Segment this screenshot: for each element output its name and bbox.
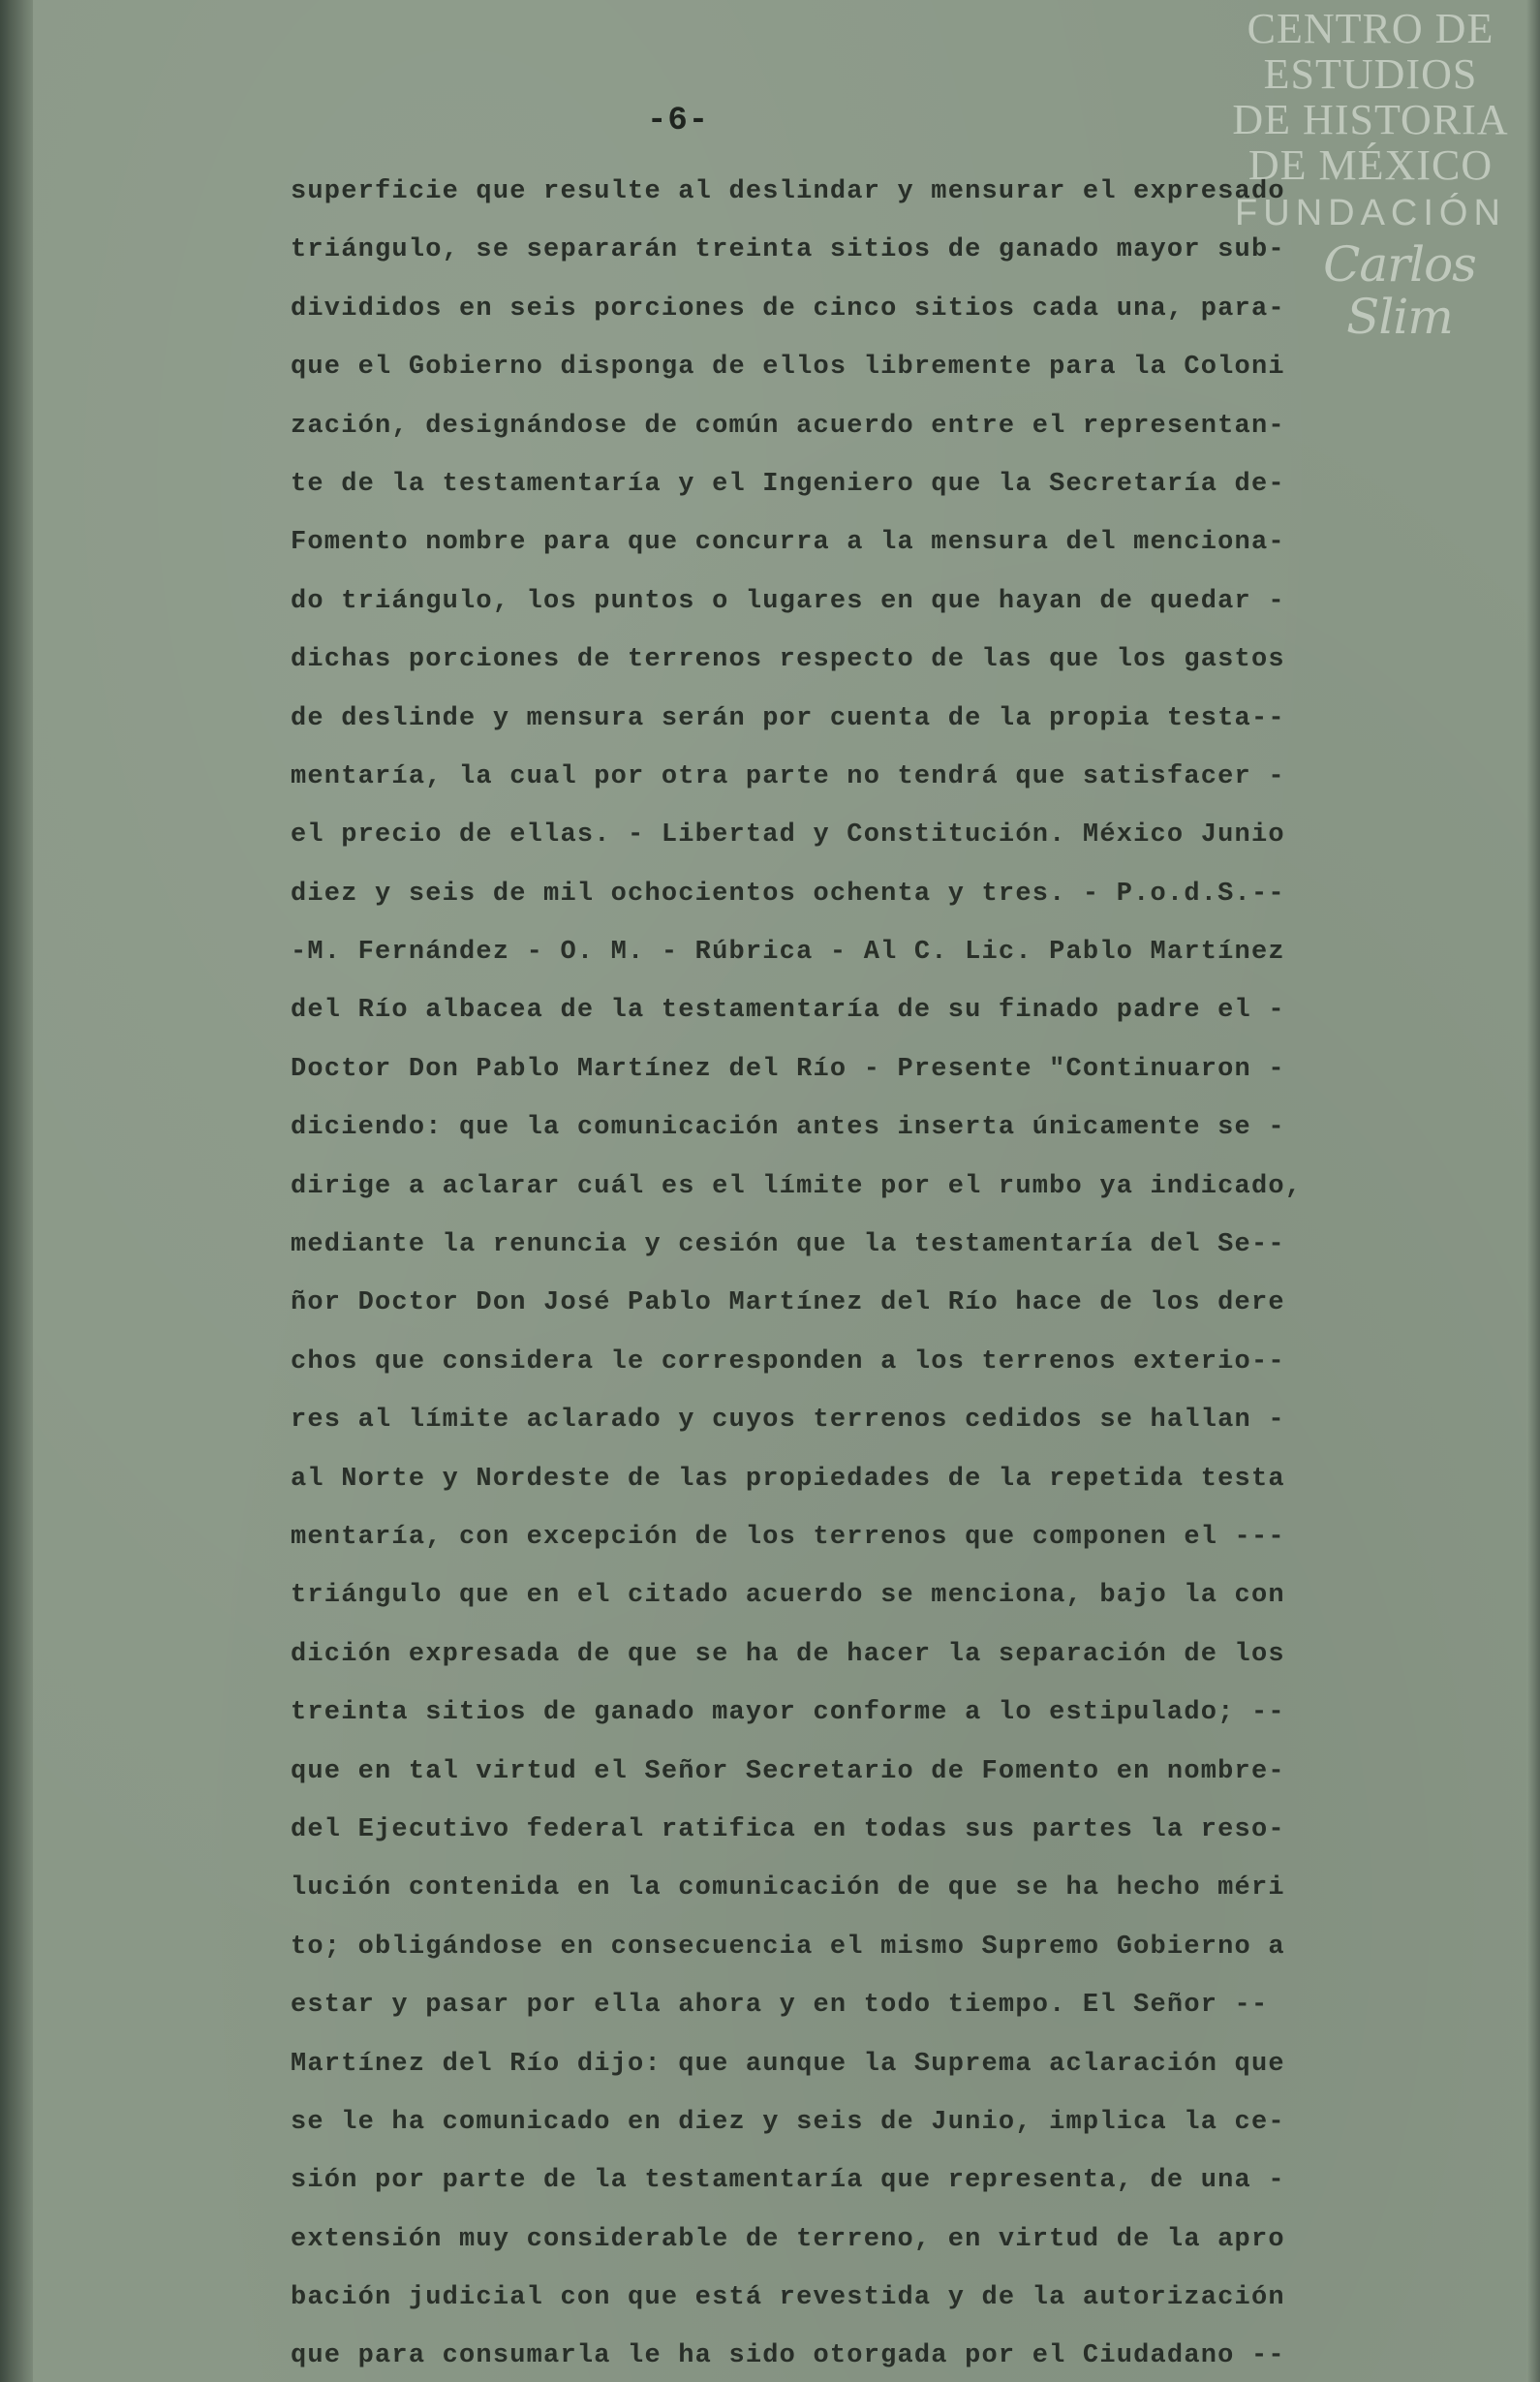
watermark-foundation: FUNDACIÓN [1235,193,1506,233]
text-line: al Norte y Nordeste de las propiedades de la repetida testa [291,1464,1285,1494]
text-line: dirige a aclarar cuál es el límite por el rumbo ya indicado, [291,1171,1303,1201]
text-line: lución contenida en la comunicación de que se ha hecho méri [291,1873,1285,1903]
text-line: sión por parte de la testamentaría que representa, de una - [291,2166,1285,2196]
text-line: diciendo: que la comunicación antes inserta únicamente se - [291,1113,1285,1143]
text-line: treinta sitios de ganado mayor conforme a lo estipulado; -- [291,1698,1285,1728]
scan-right-edge [1526,0,1540,2382]
text-line: Martínez del Río dijo: que aunque la Suprema aclaración que [291,2049,1285,2079]
text-line: que el Gobierno disponga de ellos libremente para la Coloni [291,353,1285,383]
text-line: zación, designándose de común acuerdo entre el representan- [291,411,1285,441]
text-line: mentaría, la cual por otra parte no tendrá que satisfacer - [291,761,1285,791]
watermark-signature: Carlos Slim [1323,236,1476,345]
text-line: triángulo que en el citado acuerdo se menciona, bajo la con [291,1581,1285,1611]
text-line: se le ha comunicado en diez y seis de Junio, implica la ce- [291,2107,1285,2137]
text-line: de deslinde y mensura serán por cuenta de la propia testa-- [291,703,1285,733]
text-line: del Ejecutivo federal ratifica en todas sus partes la reso- [291,1814,1285,1844]
text-line: bación judicial con que está revestida y de la autorización [291,2283,1285,2313]
watermark-line-4: DE MÉXICO [1247,141,1494,189]
text-line: ñor Doctor Don José Pablo Martínez del Río hace de los dere [291,1288,1285,1318]
text-line: estar y pasar por ella ahora y en todo tiempo. El Señor -- [291,1991,1269,2021]
text-line: chos que considera le corresponden a los terrenos exterio-- [291,1346,1285,1377]
text-line: el precio de ellas. - Libertad y Constitución. México Junio [291,820,1285,851]
text-line: -M. Fernández - O. M. - Rúbrica - Al C. Lic. Pablo Martínez [291,938,1285,968]
text-line: extensión muy considerable de terreno, en virtud de la apro [291,2224,1285,2254]
text-line: Fomento nombre para que concurra a la mensura del menciona- [291,528,1285,558]
text-line: divididos en seis porciones de cinco sitios cada una, para- [291,294,1285,324]
text-line: Doctor Don Pablo Martínez del Río - Presente "Continuaron - [291,1054,1285,1084]
typewritten-body [291,163,1375,2382]
watermark-line-3: DE HISTORIA [1232,96,1509,143]
watermark-line-2: ESTUDIOS [1263,50,1478,98]
text-line: to; obligándose en consecuencia el mismo Supremo Gobierno a [291,1932,1285,1962]
text-line: dichas porciones de terrenos respecto de las que los gastos [291,645,1285,675]
text-line: diez y seis de mil ochocientos ochenta y tres. - P.o.d.S.-- [291,879,1285,909]
text-line: mediante la renuncia y cesión que la testamentaría del Se-- [291,1230,1285,1260]
text-line: que para consumarla le ha sido otorgada por el Ciudadano -- [291,2341,1285,2371]
text-line: dición expresada de que se ha de hacer la separación de los [291,1639,1285,1669]
text-line: del Río albacea de la testamentaría de su finado padre el - [291,996,1285,1026]
text-line: do triángulo, los puntos o lugares en que hayan de quedar - [291,586,1285,616]
scan-left-edge [0,0,33,2382]
page-number: -6- [647,103,710,139]
text-line: mentaría, con excepción de los terrenos que componen el --- [291,1522,1285,1552]
text-line: que en tal virtud el Señor Secretario de Fomento en nombre- [291,1756,1285,1786]
text-line: triángulo, se separarán treinta sitios de ganado mayor sub- [291,235,1285,265]
text-line: te de la testamentaría y el Ingeniero que la Secretaría de- [291,469,1285,499]
text-line: res al límite aclarado y cuyos terrenos cedidos se hallan - [291,1406,1285,1436]
text-line: superficie que resulte al deslindar y mensurar el expresado [291,177,1285,206]
watermark-line-1: CENTRO DE [1247,5,1494,52]
